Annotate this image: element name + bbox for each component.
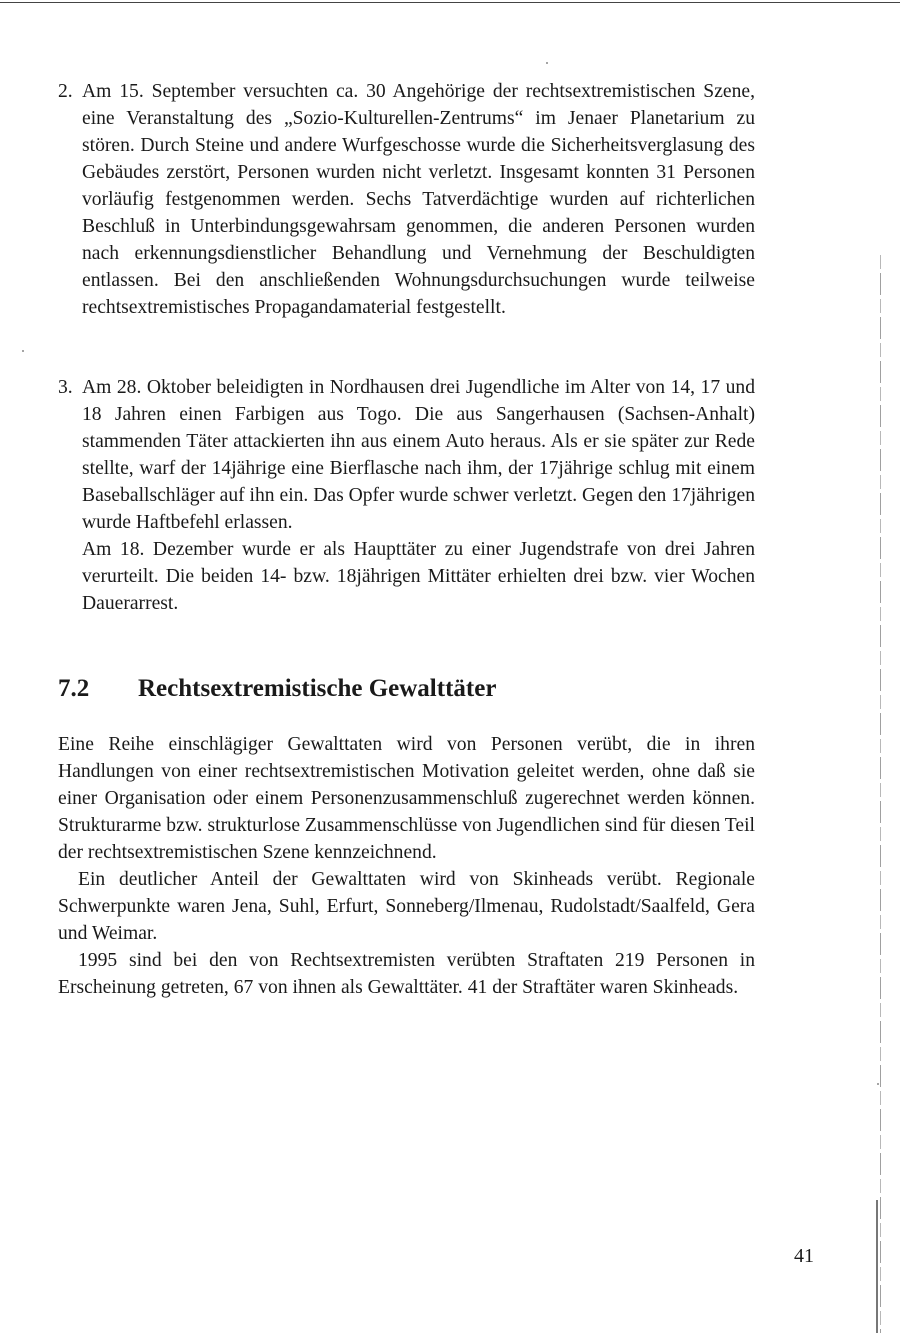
- section-body: [58, 731, 755, 1001]
- section-paragraph: 1995 sind bei den von Rechtsextremisten verübten Straftaten 219 Personen in Erscheinung getreten, 67 von ihnen als Gewalttäter. 41 der Straftäter waren Skinheads.: [58, 950, 755, 998]
- page-number: 41: [794, 1245, 814, 1267]
- section-paragraph: Ein deutlicher Anteil der Gewalttaten wird von Skinheads verübt. Regionale Schwerpunkte waren Jena, Suhl, Erfurt, Sonneberg/Ilmenau, Rudolstadt/Saalfeld, Gera und Weimar.: [58, 869, 755, 944]
- section-paragraph: Eine Reihe einschlägiger Gewalttaten wird von Personen verübt, die in ihren Handlungen von einer rechtsextremistischen Motivation geleitet werden, ohne daß sie einer Organisation oder einem Personenzusammenschluß zugerechnet werden können. Strukturarme bzw. strukturlose Zusammenschlüsse von Jugendlichen sind für diesen Teil der rechtsextremistischen Szene kennzeichnend.: [58, 734, 755, 863]
- section-title: Rechtsextremistische Gewalttäter: [138, 675, 497, 702]
- list-item-paragraph: Am 18. Dezember wurde er als Haupttäter zu einer Jugendstrafe von drei Jahren verurteilt. Die beiden 14- bzw. 18jährigen Mittäter erhielten drei bzw. vier Wochen Dauerarrest.: [82, 539, 755, 614]
- list-item: [58, 78, 755, 321]
- scan-speck: [546, 62, 548, 64]
- list-item-paragraph: Am 15. September versuchten ca. 30 Angehörige der rechtsextremistischen Szene, eine Veranstaltung des „Sozio-Kulturellen-Zentrums“ im Jenaer Planetarium zu stören. Durch Steine und andere Wurfgeschosse wurde die Sicherheitsverglasung des Gebäudes zerstört, Personen wurden nicht verletzt. Insgesamt konnten 31 Personen vorläufig festgenommen werden. Sechs Tatverdächtige wurden auf richterlichen Beschluß in Unterbindungsgewahrsam genommen, die anderen Personen wurden nach erkennungsdienstlicher Behandlung und Vernehmung der Beschuldigten entlassen. Bei den anschließenden Wohnungsdurchsuchungen wurde teilweise rechtsextremistisches Propagandamaterial festgestellt.: [82, 81, 755, 318]
- list-item-number: 2.: [58, 81, 73, 102]
- list-item-number: 3.: [58, 377, 73, 398]
- scan-edge-mark-bottom: [876, 1200, 878, 1333]
- section-number: 7.2: [58, 675, 90, 702]
- list-item: [58, 374, 755, 617]
- scan-speck: [22, 350, 24, 352]
- scan-edge-mark: [880, 255, 881, 1333]
- top-rule: [0, 2, 900, 3]
- section-heading: [58, 672, 496, 706]
- list-item-paragraph: Am 28. Oktober beleidigten in Nordhausen drei Jugendliche im Alter von 14, 17 und 18 Jahren einen Farbigen aus Togo. Die aus Sangerhausen (Sachsen-Anhalt) stammenden Täter attackierten ihn aus einem Auto heraus. Als er sie später zur Rede stellte, warf der 14jährige eine Bierflasche nach ihm, der 17jährige schlug mit einem Baseballschläger auf ihn ein. Das Opfer wurde schwer verletzt. Gegen den 17jährigen wurde Haftbefehl erlassen.: [82, 377, 755, 533]
- scan-speck: [877, 1083, 879, 1085]
- list-item-body: [82, 374, 755, 617]
- list-item-body: [82, 78, 755, 321]
